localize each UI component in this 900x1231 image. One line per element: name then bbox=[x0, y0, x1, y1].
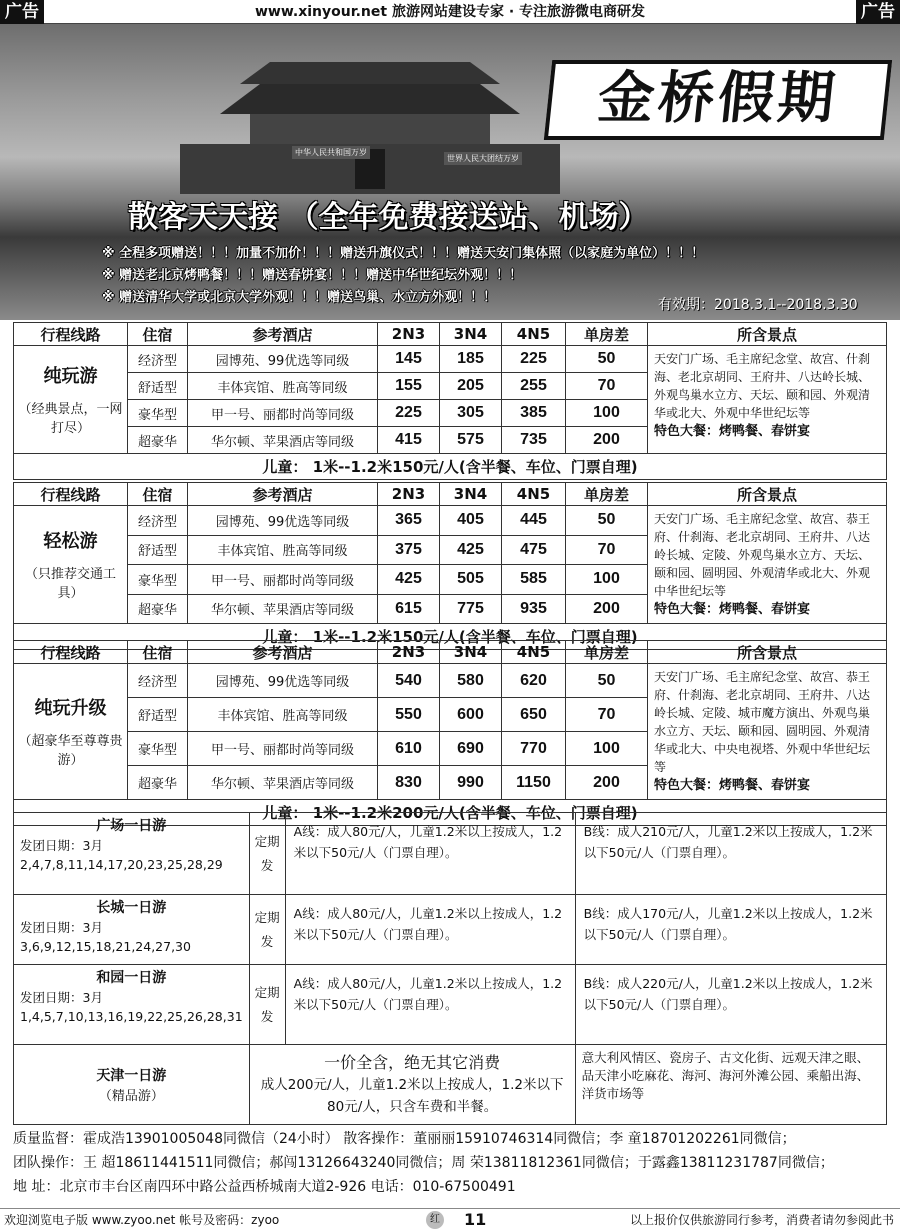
single-supplement: 50 bbox=[566, 506, 648, 536]
route-name: 轻松游 bbox=[43, 530, 98, 552]
price-4n5: 255 bbox=[502, 373, 566, 400]
price-2n3: 610 bbox=[378, 732, 440, 766]
price-3n4: 205 bbox=[440, 373, 502, 400]
header-route: 行程线路 bbox=[14, 641, 128, 664]
price-table-tier-3 bbox=[13, 640, 887, 826]
tianjin-headline: 一价全含，绝无其它消费 bbox=[324, 1052, 501, 1072]
bonus-line-2: ※ 赠送老北京烤鸭餐！！！赠送春饼宴！！！赠送中华世纪坛外观！！！ bbox=[102, 268, 523, 283]
site-slogan: www.xinyour.net 旅游网站建设专家 · 专注旅游微电商研发 bbox=[254, 4, 646, 20]
daytrip-dates: 发团日期：3月2,4,7,8,11,14,17,20,23,25,28,29 bbox=[20, 838, 223, 872]
stay-type: 经济型 bbox=[128, 506, 188, 536]
meal-list: 烤鸭餐、春饼宴 bbox=[719, 424, 811, 439]
daytrip-name: 长城一日游 bbox=[96, 900, 167, 916]
route-name: 纯玩游 bbox=[43, 365, 98, 387]
price-2n3: 425 bbox=[378, 565, 440, 595]
header-single: 单房差 bbox=[566, 483, 648, 506]
price-table-tier-2 bbox=[13, 482, 887, 650]
ad-label-left: 广告 bbox=[0, 0, 44, 24]
price-table-tier-1 bbox=[13, 322, 887, 480]
daytrip-row bbox=[14, 813, 887, 895]
stay-type: 舒适型 bbox=[128, 535, 188, 565]
bottom-left-text: 欢迎浏览电子版 www.zyoo.net 帐号及密码：zyoo bbox=[4, 1213, 280, 1227]
daytrip-info bbox=[14, 965, 250, 1045]
single-supplement: 70 bbox=[566, 698, 648, 732]
price-2n3: 830 bbox=[378, 766, 440, 800]
meal-list: 烤鸭餐、春饼宴 bbox=[719, 778, 811, 793]
fixed-departure: 定期发 bbox=[249, 895, 285, 965]
tianjin-price: 成人200元/人，儿童1.2米以上按成人，1.2米以下80元/人，只含车费和半餐。 bbox=[260, 1076, 564, 1115]
price-2n3: 615 bbox=[378, 594, 440, 624]
hotel-name: 丰体宾馆、胜高等同级 bbox=[188, 698, 378, 732]
header-stay: 住宿 bbox=[128, 641, 188, 664]
header-hotel: 参考酒店 bbox=[188, 641, 378, 664]
brand-logo: 金桥假期 bbox=[544, 60, 892, 140]
hero-slogan: 散客天天接 （全年免费接送站、机场） bbox=[128, 200, 649, 235]
price-4n5: 475 bbox=[502, 535, 566, 565]
price-4n5: 1150 bbox=[502, 766, 566, 800]
line-a: A线：成人80元/人，儿童1.2米以上按成人，1.2米以下50元/人（门票自理）。 bbox=[285, 813, 575, 895]
tianjin-info bbox=[14, 1045, 250, 1125]
price-3n4: 990 bbox=[440, 766, 502, 800]
header-2n3: 2N3 bbox=[378, 641, 440, 664]
price-2n3: 375 bbox=[378, 535, 440, 565]
route-sub: （超豪华至尊尊贵游） bbox=[18, 733, 123, 768]
single-supplement: 70 bbox=[566, 535, 648, 565]
route-sub: （只推荐交通工具） bbox=[24, 566, 116, 601]
single-supplement: 200 bbox=[566, 766, 648, 800]
hotel-name: 甲一号、丽都时尚等同级 bbox=[188, 732, 378, 766]
price-2n3: 415 bbox=[378, 427, 440, 454]
price-4n5: 650 bbox=[502, 698, 566, 732]
price-2n3: 550 bbox=[378, 698, 440, 732]
single-supplement: 200 bbox=[566, 427, 648, 454]
price-3n4: 575 bbox=[440, 427, 502, 454]
hotel-name: 甲一号、丽都时尚等同级 bbox=[188, 565, 378, 595]
daytrip-name: 广场一日游 bbox=[96, 818, 167, 834]
table-header-row bbox=[14, 323, 887, 346]
bottom-right-text: 以上报价仅供旅游同行参考，消费者请勿参阅此书 bbox=[629, 1213, 894, 1227]
header-4n5: 4N5 bbox=[502, 641, 566, 664]
plaque-right: 世界人民大团结万岁 bbox=[444, 152, 522, 165]
hero-banner bbox=[0, 24, 900, 320]
header-3n4: 3N4 bbox=[440, 323, 502, 346]
route-cell bbox=[14, 506, 128, 624]
header-stay: 住宿 bbox=[128, 483, 188, 506]
route-cell bbox=[14, 664, 128, 800]
scenic-list: 天安门广场、毛主席纪念堂、故宫、什刹海、老北京胡同、王府井、八达岭长城、外观鸟巢水立方、天坛、颐和园、外观清华或北大、外观中华世纪坛等 bbox=[654, 352, 871, 420]
header-single: 单房差 bbox=[566, 323, 648, 346]
table-row bbox=[14, 664, 887, 698]
price-3n4: 505 bbox=[440, 565, 502, 595]
header-scenic: 所含景点 bbox=[648, 323, 887, 346]
tianjin-scenic: 意大利风情区、瓷房子、古文化街、远观天津之眼、品天津小吃麻花、海河、海河外滩公园、乘船出海、洋货市场等 bbox=[575, 1045, 886, 1125]
child-price-row bbox=[14, 454, 887, 480]
price-3n4: 690 bbox=[440, 732, 502, 766]
stay-type: 舒适型 bbox=[128, 373, 188, 400]
footer-line-1: 质量监督：霍成浩13901005048同微信（24小时） 散客操作：董丽丽15910746314同微信；李 童18701202261同微信； bbox=[13, 1131, 796, 1147]
table-header-row bbox=[14, 483, 887, 506]
table-row bbox=[14, 346, 887, 373]
header-scenic: 所含景点 bbox=[648, 641, 887, 664]
line-b: B线：成人170元/人，儿童1.2米以上按成人，1.2米以下50元/人（门票自理）。 bbox=[575, 895, 886, 965]
table-header-row bbox=[14, 641, 887, 664]
tianjin-row bbox=[14, 1045, 887, 1125]
line-b: B线：成人210元/人，儿童1.2米以上按成人，1.2米以下50元/人（门票自理）。 bbox=[575, 813, 886, 895]
header-2n3: 2N3 bbox=[378, 483, 440, 506]
hotel-name: 园博苑、99优选等同级 bbox=[188, 506, 378, 536]
price-4n5: 620 bbox=[502, 664, 566, 698]
line-b: B线：成人220元/人，儿童1.2米以上按成人，1.2米以下50元/人（门票自理）。 bbox=[575, 965, 886, 1045]
stay-type: 经济型 bbox=[128, 664, 188, 698]
single-supplement: 100 bbox=[566, 400, 648, 427]
route-sub: （经典景点，一网打尽） bbox=[18, 401, 123, 436]
scenic-cell bbox=[648, 664, 887, 800]
daytrip-info bbox=[14, 813, 250, 895]
price-4n5: 445 bbox=[502, 506, 566, 536]
child-price: 儿童： 1米--1.2米150元/人(含半餐、车位、门票自理) bbox=[14, 624, 887, 650]
single-supplement: 100 bbox=[566, 565, 648, 595]
footer-line-2: 团队操作：王 超18611441511同微信；郝闯13126643240同微信；周 荣13811812361同微信；于露鑫13811231787同微信； bbox=[13, 1155, 834, 1171]
price-3n4: 305 bbox=[440, 400, 502, 427]
fixed-departure: 定期发 bbox=[249, 965, 285, 1045]
hotel-name: 园博苑、99优选等同级 bbox=[188, 664, 378, 698]
price-4n5: 935 bbox=[502, 594, 566, 624]
single-supplement: 50 bbox=[566, 346, 648, 373]
header-4n5: 4N5 bbox=[502, 483, 566, 506]
tianjin-sub: （精品游） bbox=[98, 1089, 164, 1104]
header-3n4: 3N4 bbox=[440, 483, 502, 506]
plaque-left: 中华人民共和国万岁 bbox=[292, 146, 370, 159]
daytrip-name: 和园一日游 bbox=[96, 970, 167, 986]
hotel-name: 华尔顿、苹果酒店等同级 bbox=[188, 594, 378, 624]
hotel-name: 丰体宾馆、胜高等同级 bbox=[188, 535, 378, 565]
tiananmen-gate-illustration bbox=[180, 54, 560, 194]
validity-period: 有效期：2018.3.1--2018.3.30 bbox=[658, 297, 858, 313]
table-row bbox=[14, 506, 887, 536]
price-3n4: 600 bbox=[440, 698, 502, 732]
price-4n5: 225 bbox=[502, 346, 566, 373]
header-scenic: 所含景点 bbox=[648, 483, 887, 506]
stay-type: 超豪华 bbox=[128, 427, 188, 454]
price-3n4: 405 bbox=[440, 506, 502, 536]
bonus-line-1: ※ 全程多项赠送！！！加量不加价！！！赠送升旗仪式！！！赠送天安门集体照（以家庭为单位）！！！ bbox=[102, 246, 705, 261]
scenic-cell bbox=[648, 506, 887, 624]
bonus-line-3: ※ 赠送清华大学或北京大学外观！！！赠送鸟巢、水立方外观！！！ bbox=[102, 290, 497, 305]
badge-icon: 红 bbox=[426, 1211, 444, 1229]
hotel-name: 园博苑、99优选等同级 bbox=[188, 346, 378, 373]
stay-type: 豪华型 bbox=[128, 400, 188, 427]
tianjin-price-cell bbox=[249, 1045, 575, 1125]
stay-type: 超豪华 bbox=[128, 766, 188, 800]
fixed-departure: 定期发 bbox=[249, 813, 285, 895]
meal-label: 特色大餐： bbox=[654, 778, 720, 793]
price-3n4: 185 bbox=[440, 346, 502, 373]
page-number: 11 bbox=[464, 1210, 487, 1229]
route-name: 纯玩升级 bbox=[34, 697, 107, 719]
scenic-cell bbox=[648, 346, 887, 454]
price-3n4: 775 bbox=[440, 594, 502, 624]
line-a: A线：成人80元/人，儿童1.2米以上按成人，1.2米以下50元/人（门票自理）。 bbox=[285, 895, 575, 965]
price-4n5: 770 bbox=[502, 732, 566, 766]
daytrip-info bbox=[14, 895, 250, 965]
stay-type: 经济型 bbox=[128, 346, 188, 373]
child-price: 儿童： 1米--1.2米200元/人(含半餐、车位、门票自理) bbox=[14, 800, 887, 826]
scenic-list: 天安门广场、毛主席纪念堂、故宫、恭王府、什刹海、老北京胡同、王府井、八达岭长城、定陵、外观鸟巢水立方、天坛、颐和园、圆明园、外观清华或北大、外观中华世纪坛等 bbox=[654, 512, 871, 598]
route-cell bbox=[14, 346, 128, 454]
header-hotel: 参考酒店 bbox=[188, 483, 378, 506]
price-2n3: 365 bbox=[378, 506, 440, 536]
header-2n3: 2N3 bbox=[378, 323, 440, 346]
daytrip-dates: 发团日期：3月3,6,9,12,15,18,21,24,27,30 bbox=[20, 920, 191, 954]
daytrip-dates: 发团日期：3月1,4,5,7,10,13,16,19,22,25,26,28,31 bbox=[20, 990, 243, 1024]
scenic-list: 天安门广场、毛主席纪念堂、故宫、恭王府、什刹海、老北京胡同、王府井、八达岭长城、定陵、城市魔方演出、外观鸟巢水立方、天坛、颐和园、圆明园、外观清华或北大、中央电视塔、外观中华世纪坛等 bbox=[654, 670, 871, 774]
single-supplement: 70 bbox=[566, 373, 648, 400]
header-single: 单房差 bbox=[566, 641, 648, 664]
footer-line-3: 地 址：北京市丰台区南四环中路公益西桥城南大道2-926 电话：010-67500491 bbox=[13, 1179, 516, 1195]
header-stay: 住宿 bbox=[128, 323, 188, 346]
meal-label: 特色大餐： bbox=[654, 602, 720, 617]
price-2n3: 540 bbox=[378, 664, 440, 698]
price-2n3: 155 bbox=[378, 373, 440, 400]
price-4n5: 385 bbox=[502, 400, 566, 427]
meal-list: 烤鸭餐、春饼宴 bbox=[719, 602, 811, 617]
header-3n4: 3N4 bbox=[440, 641, 502, 664]
price-4n5: 735 bbox=[502, 427, 566, 454]
stay-type: 豪华型 bbox=[128, 732, 188, 766]
single-supplement: 50 bbox=[566, 664, 648, 698]
line-a: A线：成人80元/人，儿童1.2米以上按成人，1.2米以下50元/人（门票自理）。 bbox=[285, 965, 575, 1045]
daytrip-table bbox=[13, 812, 887, 1125]
daytrip-row bbox=[14, 965, 887, 1045]
stay-type: 超豪华 bbox=[128, 594, 188, 624]
child-price: 儿童： 1米--1.2米150元/人(含半餐、车位、门票自理) bbox=[14, 454, 887, 480]
tianjin-name: 天津一日游 bbox=[96, 1068, 167, 1084]
price-3n4: 580 bbox=[440, 664, 502, 698]
hotel-name: 甲一号、丽都时尚等同级 bbox=[188, 400, 378, 427]
hotel-name: 华尔顿、苹果酒店等同级 bbox=[188, 427, 378, 454]
header-route: 行程线路 bbox=[14, 323, 128, 346]
header-route: 行程线路 bbox=[14, 483, 128, 506]
header-hotel: 参考酒店 bbox=[188, 323, 378, 346]
price-4n5: 585 bbox=[502, 565, 566, 595]
single-supplement: 100 bbox=[566, 732, 648, 766]
hotel-name: 华尔顿、苹果酒店等同级 bbox=[188, 766, 378, 800]
stay-type: 舒适型 bbox=[128, 698, 188, 732]
price-2n3: 225 bbox=[378, 400, 440, 427]
top-banner bbox=[0, 0, 900, 24]
header-4n5: 4N5 bbox=[502, 323, 566, 346]
bottom-bar bbox=[0, 1208, 900, 1230]
meal-label: 特色大餐： bbox=[654, 424, 720, 439]
single-supplement: 200 bbox=[566, 594, 648, 624]
price-3n4: 425 bbox=[440, 535, 502, 565]
hotel-name: 丰体宾馆、胜高等同级 bbox=[188, 373, 378, 400]
daytrip-row bbox=[14, 895, 887, 965]
stay-type: 豪华型 bbox=[128, 565, 188, 595]
ad-label-right: 广告 bbox=[856, 0, 900, 24]
price-2n3: 145 bbox=[378, 346, 440, 373]
